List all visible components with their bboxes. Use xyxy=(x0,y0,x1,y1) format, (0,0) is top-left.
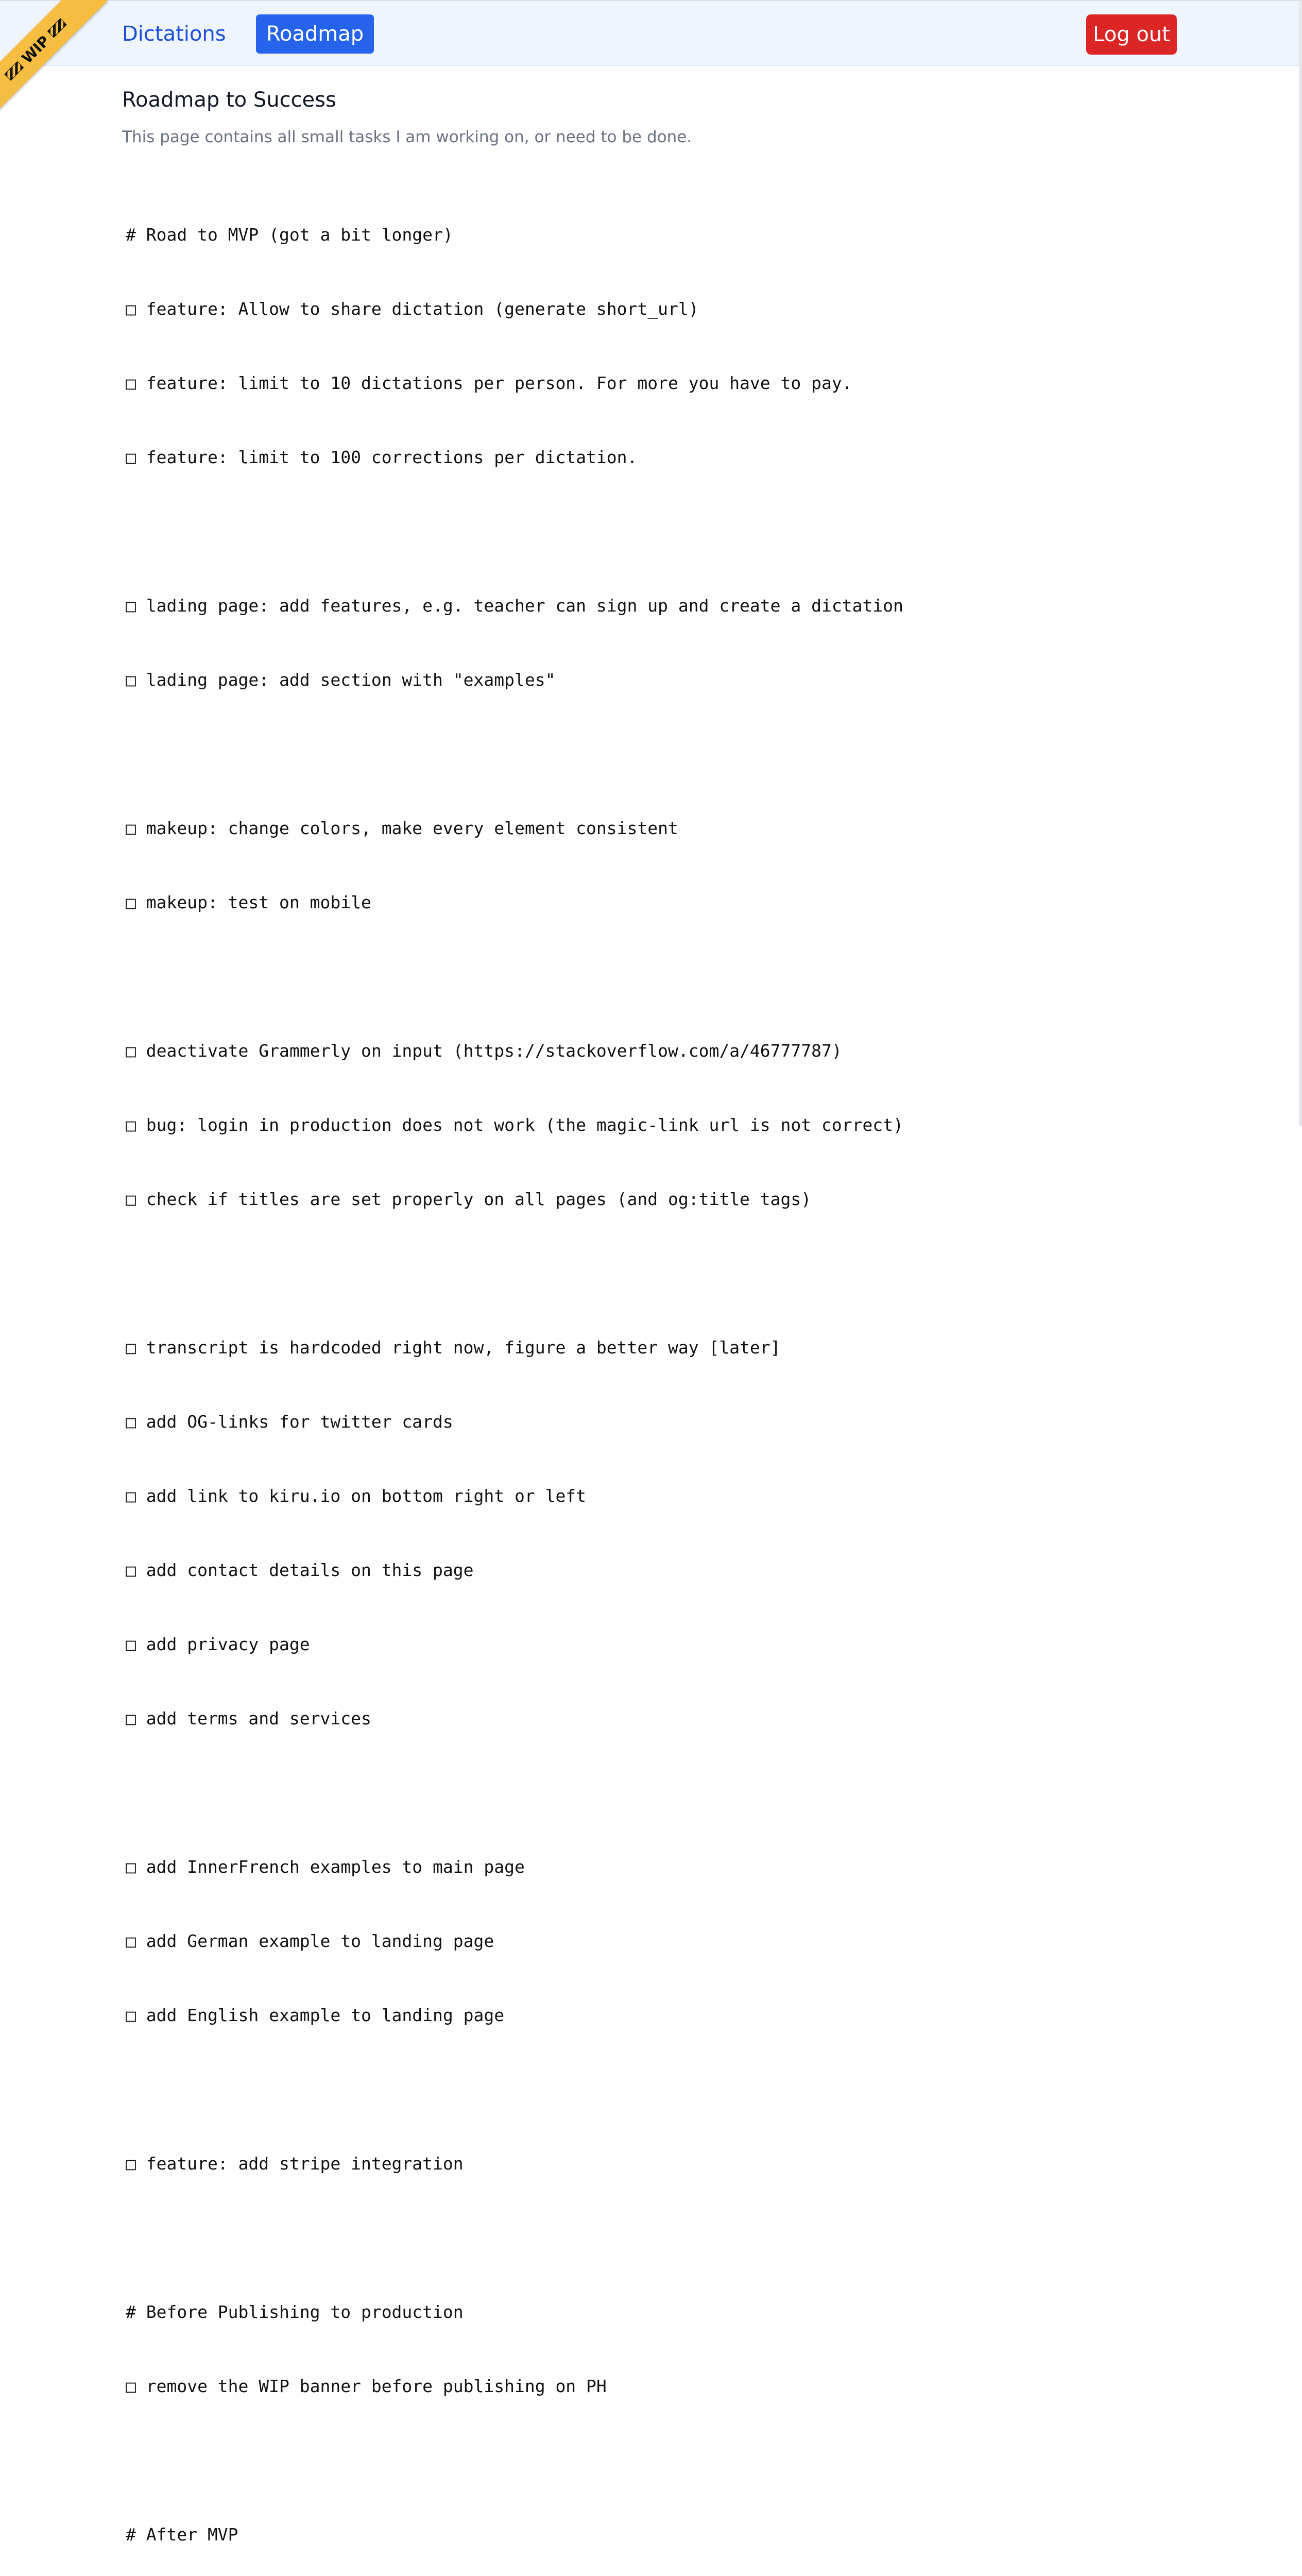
roadmap-task: □ feature: add stripe integration xyxy=(126,2154,464,2174)
roadmap-blank xyxy=(126,2077,1279,2102)
top-navbar xyxy=(0,0,1299,66)
hazard-stripe-icon xyxy=(47,18,67,38)
roadmap-heading: # Road to MVP (got a bit longer) xyxy=(126,225,453,245)
page-subtitle: This page contains all small tasks I am working on, or need to be done. xyxy=(122,128,692,146)
window-edge xyxy=(1299,0,1302,1126)
nav-link-roadmap[interactable]: Roadmap xyxy=(256,14,374,54)
roadmap-blank xyxy=(126,964,1279,989)
wip-ribbon xyxy=(0,0,107,121)
wip-label: WIP xyxy=(18,32,53,67)
roadmap-blank xyxy=(126,2448,1279,2473)
hazard-stripe-icon xyxy=(4,61,24,81)
roadmap-task: □ transcript is hardcoded right now, figure a better way [later] xyxy=(126,1337,781,1358)
roadmap-task: □ lading page: add section with "examples" xyxy=(126,670,556,690)
logout-button[interactable]: Log out xyxy=(1086,14,1177,55)
nav-link-dictations[interactable]: Dictations xyxy=(122,22,226,46)
roadmap-task: □ add privacy page xyxy=(126,1634,310,1654)
roadmap-blank xyxy=(126,1261,1279,1286)
roadmap-blank xyxy=(126,1781,1279,1805)
wip-banner xyxy=(0,0,118,118)
roadmap-blank xyxy=(126,742,1279,767)
roadmap-task: □ deactivate Grammerly on input (https://stackoverflow.com/a/46777787) xyxy=(126,1041,842,1061)
roadmap-task: □ makeup: test on mobile xyxy=(126,892,371,912)
roadmap-task: □ feature: Allow to share dictation (generate short_url) xyxy=(126,299,699,319)
roadmap-task: □ add link to kiru.io on bottom right or left xyxy=(126,1486,587,1506)
roadmap-task: □ bug: login in production does not work (the magic-link url is not correct) xyxy=(126,1115,903,1135)
roadmap-task: □ add German example to landing page xyxy=(126,1931,494,1951)
roadmap-task: □ add OG-links for twitter cards xyxy=(126,1412,453,1432)
roadmap-task: □ add terms and services xyxy=(126,1708,371,1728)
roadmap-task: □ lading page: add features, e.g. teacher can sign up and create a dictation xyxy=(126,596,903,616)
roadmap-task: □ feature: limit to 100 corrections per dictation. xyxy=(126,447,638,467)
roadmap-blank xyxy=(126,519,1279,544)
roadmap-text xyxy=(126,173,1279,2576)
roadmap-task: □ add English example to landing page xyxy=(126,2005,505,2025)
roadmap-blank xyxy=(126,2226,1279,2250)
roadmap-heading: # After MVP xyxy=(126,2524,238,2545)
roadmap-task: □ add InnerFrench examples to main page xyxy=(126,1857,525,1877)
page-title: Roadmap to Success xyxy=(122,88,336,112)
roadmap-task: □ makeup: change colors, make every element consistent xyxy=(126,818,678,838)
roadmap-task: □ feature: limit to 10 dictations per person. For more you have to pay. xyxy=(126,373,852,393)
roadmap-task: □ add contact details on this page xyxy=(126,1560,474,1580)
roadmap-task: □ check if titles are set properly on all pages (and og:title tags) xyxy=(126,1189,812,1209)
roadmap-task: □ remove the WIP banner before publishing on PH xyxy=(126,2376,607,2396)
roadmap-heading: # Before Publishing to production xyxy=(126,2302,464,2322)
